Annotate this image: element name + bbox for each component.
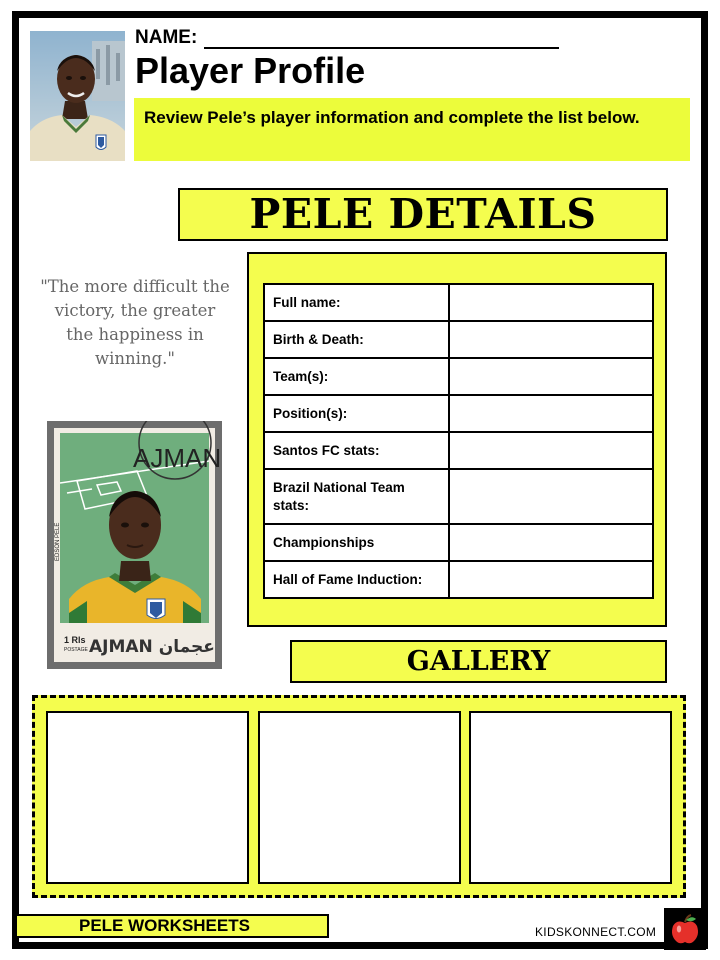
details-table — [263, 283, 654, 599]
stamp-value: 1 Rls — [64, 635, 86, 645]
instruction-box: Review Pele’s player information and complete the list below. — [134, 98, 690, 161]
name-input-line[interactable] — [204, 30, 559, 49]
row-label-full-name: Full name: — [264, 284, 449, 321]
gallery-box-2[interactable] — [258, 711, 461, 884]
answer-cell-hall-of-fame[interactable] — [449, 561, 653, 598]
table-row — [264, 321, 653, 358]
pele-stamp-image — [47, 421, 222, 669]
name-label: NAME: — [135, 27, 198, 48]
answer-cell-birth-death[interactable] — [449, 321, 653, 358]
pele-portrait-photo — [30, 31, 125, 161]
table-row — [264, 469, 653, 524]
table-row — [264, 395, 653, 432]
answer-cell-santos-stats[interactable] — [449, 432, 653, 469]
pele-quote: "The more difficult the victory, the greater the happiness in winning." — [40, 277, 230, 368]
stamp-value-sub: POSTAGE — [64, 647, 88, 653]
footer-worksheet-badge: PELE WORKSHEETS — [15, 914, 329, 938]
row-label-santos-stats: Santos FC stats: — [264, 432, 449, 469]
answer-cell-teams[interactable] — [449, 358, 653, 395]
answer-cell-positions[interactable] — [449, 395, 653, 432]
row-label-teams: Team(s): — [264, 358, 449, 395]
table-row — [264, 432, 653, 469]
answer-cell-championships[interactable] — [449, 524, 653, 561]
table-row — [264, 524, 653, 561]
name-field-row — [135, 27, 559, 49]
footer-site-link[interactable]: KIDSKONNECT.COM — [535, 925, 657, 939]
details-panel — [247, 252, 667, 627]
table-row — [264, 358, 653, 395]
answer-cell-full-name[interactable] — [449, 284, 653, 321]
page-title: Player Profile — [135, 50, 366, 91]
row-label-brazil-stats: Brazil National Team stats: — [264, 469, 449, 524]
stamp-country: AJMAN عجمان — [89, 637, 215, 657]
stamp-postmark-text: AJMAN — [133, 443, 222, 473]
gallery-box-3[interactable] — [469, 711, 672, 884]
answer-cell-brazil-stats[interactable] — [449, 469, 653, 524]
gallery-box-1[interactable] — [46, 711, 249, 884]
row-label-championships: Championships — [264, 524, 449, 561]
apple-icon — [664, 908, 706, 950]
table-row — [264, 284, 653, 321]
stamp-caption: EDSON PELE — [55, 522, 61, 561]
gallery-heading: GALLERY — [290, 640, 667, 683]
row-label-birth-death: Birth & Death: — [264, 321, 449, 358]
table-row — [264, 561, 653, 598]
gallery-panel — [32, 695, 686, 898]
row-label-hall-of-fame: Hall of Fame Induction: — [264, 561, 449, 598]
row-label-positions: Position(s): — [264, 395, 449, 432]
details-heading: PELE DETAILS — [178, 188, 668, 241]
